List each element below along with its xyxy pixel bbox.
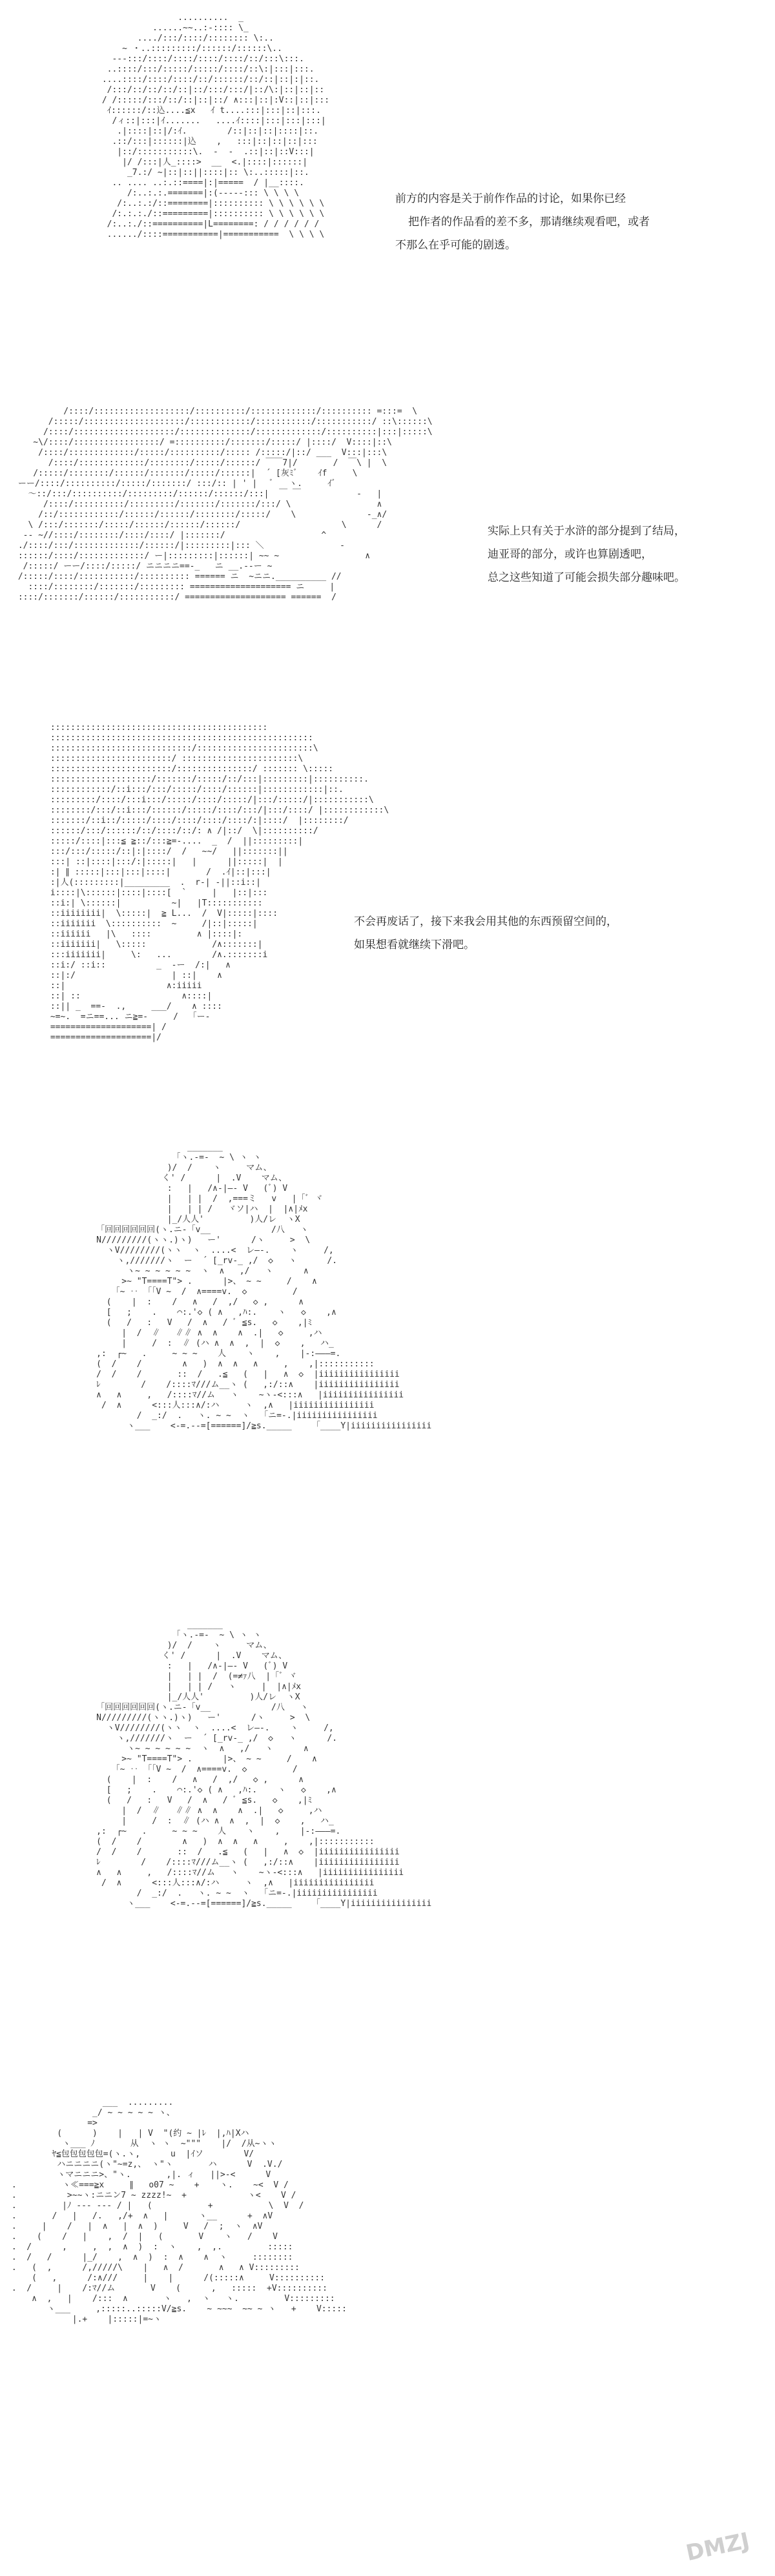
narration-caption-3 xyxy=(354,910,617,957)
ascii-art-figure-5: _______ 「ヽ.-=- ~ \ ヽ ヽ )/ / ヽ マム、 く' / | .V マム、 : | /∧-|―- V (ﾞ) V | | | / (=≠ｧ八 |「ﾞ ヾ | | | / ヽ | |∧|ﾒx |_/人人' )人/レ ヽX 「回回回回回回(ヽ.ニ-「v__ /八 ヽ N/////////(ヽヽ.)ヽ) ー' /ヽ > \ ヽV////////(ヽヽ ヽ ....< レ―-. ヽ /, ヽ,///////ヽ ー ´ [_rv-_ ,/ ◇ ヽ /. ヽ~ ~ ~ ~ ~ ~ ヽ ∧ ,/ ヽ ∧ >~ "T====T"> . |>、 ~ ~ / ∧ 「~ ‥ 「「V ~ / ∧====v. ◇ / ( | : / ∧ / ,/ ◇ , ∧ [ ; . ⌒:.'◇ ( ∧ ,ﾊ:. ヽ ◇ ,∧ ( / : V / ∧ / ﾞ ≦s. ◇ ,|ﾐ | / ∥ ∥∥ ∧ ∧ ∧ .| ◇ ,ハ | / : ∥ (ハ ∧ ∧ , | ◇ , ハ_ ,: ┌~ . ~ ~ ~ 人 ヽ , |‐:―――=. ( / / ∧ ) ∧ ∧ ∧ , ,|::::::::::: / / / :: / .≦ ( | ∧ ◇ |iiiiiiiiiiiiiiii ﾚ / /::::ﾏ///ム__ヽ ( ,:/::∧ |iiiiiiiiiiiiiiii ∧ ∧ , /::::ﾏ//ム ヽ ~ヽ-<:::∧ |iiiiiiiiiiiiiiii / ∧ <:::人:::∧/:ハ ヽ ,∧ |iiiiiiiiiiiiiiii / _:/ . ヽ. ~ ~ ヽ 「ニ=-.|iiiiiiiiiiiiiiii ヽ___ <-=.--=[======]/≧s._____ 「____Y|iiiiiiiiiiiiiiii xyxy=(96,1620,432,1909)
ascii-art-figure-1: .......... _ ......~~..:-:::: \_ ..../:::/::::/:::::::: \:.. ~ ・..:::::::::/::::::/::::::\.. ---:::/::::/::::/::::/::::/::/:::\:::. ..::::/:::/:::::/:::::/::::/::\:|:::|:::. ....::::/::::/::::/::/::::::/::/::|::|:|::. /:::/::/::/::/::|::/:::/:::/|::/\:|::|::|:: / /:::::/:::/::/::|::|::/ ∧:::|::|:V::|::|::: ｲ::::::/::込....≦x ｲ t....:::|:::|::|:::. /ィ::|:::|ｲ....... ....ｲ::::|:::|:::|:::| .|::::|::|/:ｲ. /::|::|::|::::|::. .::/:::|::::::|込 , :::|::|::|::|::: |::/:::::::::::\. - - .::|::|::V:::| |/ /:::|人_::::> __ <.|::::|::::::| _7.:/ ~|::|::||::::|:: \:..:::::|::. .. .... ..:.::====|:|===== / |__::::. /:..:.:.=======|:(-----::: \ \ \ \ /:..:.:/::========|:::::::::: \ \ \ \ \ \ /:.:.:./::=========|:::::::::: \ \ \ \ \ \ /:..:./::==========|L========: / / / / / / ....../::::===========|=========== \ \ \ \ xyxy=(101,13,330,239)
ascii-art-figure-3: ::::::::::::::::::::::::::::::::::::::::::: :::::::::::::::::::::::::::::::::::::::::::::::::::: ::::::::::::::::::::::::::::/:::::::::::::::::::::::\ ::::::::::::::::::::::::/ :::::::::::::::::::::::\ ::::::::::::::::::::::::/:::::::::::::::/ ::::::: \::::: ::::::::::::::::::::/:::::::/:::::/::/:::|:::::::::|::::::::::. ::::::::::::/::i:::/:::/:::::/::::/::::::|::::::::::::|::. :::::::::/::::/:::i:::/:::::/::::/:::::/|:::/:::::/|:::::::::::\ ::::::::/:::/::i:::/::::::/:::::/::::/:::/|:::/::::/ |::::::::::::\ :::::::/::i::/:::::/::::/::::/::::/::::/:|::::/ |::::::::/ ::::::/:::/::::::/::/::::/::/: ∧ /|::/ \|::::::::::/ :::::/::::|:::≦ ≧::/:::≧=-.... _ / ||:::::::::| :::/:::/:::::/::|:|::::/ / ~~/ ||:::::::|| :::| ::|::::|:::/:|:::::| | ||:::::| | :| ∥ :::::|:::|:::|::::| / .ｲ|::|:::| :|人(:::::::::|_________ . r‐| ‐||::i::| i::::|\::::::|::::|::::[ ` | |::|::: ::i:| \::::::| ~| |T::::::::::: ::iiiiiiii| \:::::| ≧ L... / V|:::::|:::: ::iiiiiii \:::::::::: ~ /|::|:::::| ::iiiiii |\ :::: ∧ |::::|: ::iiiiiii| \::::: /∧:::::::| :::iiiiiii| \: ... /∧.:::::::i ::i:/ ::i:: _ -ー /:| ∧ ::|:/ | ::| ∧ ::| ∧:iiiii ::| :: ∧::::| ::|| _ ==- ., ___/ ∧ :::: ~=~. =ニ==... ニ≧=- / 「ー- ====================| / ====================|/ xyxy=(50,723,389,1042)
narration-caption-1 xyxy=(395,187,650,257)
narration-caption-2 xyxy=(488,520,685,589)
panel-1 xyxy=(0,13,775,374)
caption-line: 前方的内容是关于前作作品的讨论，如果你已经 xyxy=(395,192,626,205)
ascii-art-figure-6: ___ ......... _/ ~ ~ ~ ~ ~ ヽ、 => ( ) | | V "(约 ~ |ﾚ |,ﾊ|Xハ ヽ___ ﾉ 从 ヽ ヽ ~""" |/ /从~ヽヽ ﾔ≦包包包包包=(ヽ.ヽ, u |ｲソ V/ ハニニニニ(ヽ"~=z,、 ヽ"ヽ ハ V .V./ ヽマニニニ>、"ヽ. ,|. ィ ||>-< V . ヽ≪===≧x ∥ o07 ~ + ヽ. ~< V / . >~~ヽ:ニニン7 ~ zzzz!~ + ヽ< V / . |ﾉ --- --- / | ( + \ V / . / | /. ,/+ ∧ | ヽ__ + ∧V . | / | ∧ | ∧ ) V / ; ヽ ∧V . ( / | , / | ( V ヽ / V . / , , , ∧ ) : ヽ , ,. ::::: . / / |_/ , ∧ ) : ∧ ∧ ヽ :::::::: . ( , /,/////\ | ∧ / ∧ ∧ V::::::::: ( , /:∧/// | | /(:::::∧ V:::::::::: . / | /:ﾏ//ム V ( , ::::: +V:::::::::: ∧ , | /::: ∧ ヽ , ヽ ヽ. V::::::::: ヽ___ ,:::::..:::::V/≧s. ~ ~~~ ~~ ~ ヽ + V::::: |.+ |:::::|=~ヽ xyxy=(11,2098,347,2324)
caption-line: 如果想看就继续下滑吧。 xyxy=(354,938,475,951)
caption-line: 迪亚哥的部分，或许也算剧透吧， xyxy=(488,548,652,561)
caption-line: 不那么在乎可能的剧透。 xyxy=(395,239,516,252)
watermark-text: DMZJ xyxy=(683,2528,752,2567)
caption-line: 实际上只有关于水浒的部分提到了结局， xyxy=(488,525,685,538)
ascii-art-figure-4: _______ 「ヽ.-=- ~ \ ヽ ヽ )/ / ヽ マム、 く' / | .V マム、 : | /∧-|―- V (ﾞ) V | | | / ,===ミ v |「ﾞ ヾ | | | / ヾソ|ハ | |∧|ﾒx |_/人人' )人/レ ヽX 「回回回回回回(ヽ.ニ-「v__ /八 ヽ N/////////(ヽヽ.)ヽ) ー' /ヽ > \ ヽV////////(ヽヽ ヽ ....< レ―-. ヽ /, ヽ,///////ヽ ー ´ [_rv-_ ,/ ◇ ヽ /. ヽ~ ~ ~ ~ ~ ~ ヽ ∧ ,/ ヽ ∧ >~ "T====T"> . |>、 ~ ~ / ∧ 「~ ‥ 「「V ~ / ∧====v. ◇ / ( | : / ∧ / ,/ ◇ , ∧ [ ; . ⌒:.'◇ ( ∧ ,ﾊ:. ヽ ◇ ,∧ ( / : V / ∧ / ﾞ ≦s. ◇ ,|ﾐ | / ∥ ∥∥ ∧ ∧ ∧ .| ◇ ,ハ | / : ∥ (ハ ∧ ∧ , | ◇ , ハ_ ,: ┌~ . ~ ~ ~ 人 ヽ , |‐:―――=. ( / / ∧ ) ∧ ∧ ∧ , ,|::::::::::: / / / :: / .≦ ( | ∧ ◇ |iiiiiiiiiiiiiiii ﾚ / /::::ﾏ///ム__ヽ ( ,:/::∧ |iiiiiiiiiiiiiiii ∧ ∧ , /::::ﾏ//ム ヽ ~ヽ-<:::∧ |iiiiiiiiiiiiiiii / ∧ <:::人:::∧/:ハ ヽ ,∧ |iiiiiiiiiiiiiiii / _:/ . ヽ. ~ ~ ヽ 「ニ=-.|iiiiiiiiiiiiiiii ヽ___ <-=.--=[======]/≧s._____ 「____Y|iiiiiiiiiiiiiiii xyxy=(96,1142,432,1431)
dmzj-watermark-logo xyxy=(682,2515,766,2567)
panel-4 xyxy=(0,1136,775,1588)
caption-line: 总之这些知道了可能会损失部分趣味吧。 xyxy=(488,571,685,584)
ascii-art-figure-2: /::::/:::::::::::::::::::/::::::::::/:::::::::::::/:::::::::: =:::= \ /:::::/::::::::::::::::::::/::::::::::::/:::::::::::/:::::::::::/ ::\::::::\ /::::/::::::::::::::::::::/::::::::::::::/:::::::::::::/::::::::::|:::|:::::\ ~\/::::/:::::::::::::::::/ =::::::::::/:::::::/:::::/ |::::/ V::::|::\ /::::/:::::::::::::/:::::/::::::::::/::::: /:::::/|::/ ___ V:::|:::\ /::::/:::::::::::::/::::::::/:::::/::::::/ ￣￣7|/ / ￣\ | \ /:::::/::::::::/::::::/:::::::/:::::/::::::| ´ [灰ﾐﾞ ｲf \ ーー/::::/::::::::::/:::::/:::::::/ :::/:: | ' | ﾞ ヽ. ｲﾞ ～::/:::/::::::::::/:::::::::/::::::/::::::/:::| ￣ ￣ - | /::::/::::::::::/:::::::::/:::::::/:::::::/:::/ \ ∧ /::/::::::::::::/::::::/::::::/::::::::/:::::/ \ -_∧/ \ /:::/:::::::/:::::/::::::/::::::/::::::/ \ / -- ~//::::/::::::::/::::/::::/ |:::::::/ ^ ./::::/:::/:::::::::::::/::::::/|:::::::::|::: ＼ - ::::::/::::/:::::::::::::/ ー|:::::::::|::::::| ~~ ~ ∧ /:::::/ ーー/::::/:::::/ ニニニニ==-_ ニ __.--ー ~ /:::::/::::/:::::::::::/:::::::::: ====== ニ ~ニニ.__________ // ::::/::::::::/:::::::/::::::::: ==================== ニ | ::::/:::::::/::::::/:::::::::::/ ==================== ====== / xyxy=(17,407,433,602)
panel-5 xyxy=(0,1614,775,2065)
panel-2 xyxy=(0,400,775,691)
panel-6 xyxy=(0,2091,775,2556)
caption-line: 把作者的作品看的差不多，那请继续观看吧，或者 xyxy=(408,216,650,228)
caption-line: 不会再废话了，接下来我会用其他的东西预留空间的， xyxy=(354,915,617,928)
panel-3 xyxy=(0,716,775,1117)
